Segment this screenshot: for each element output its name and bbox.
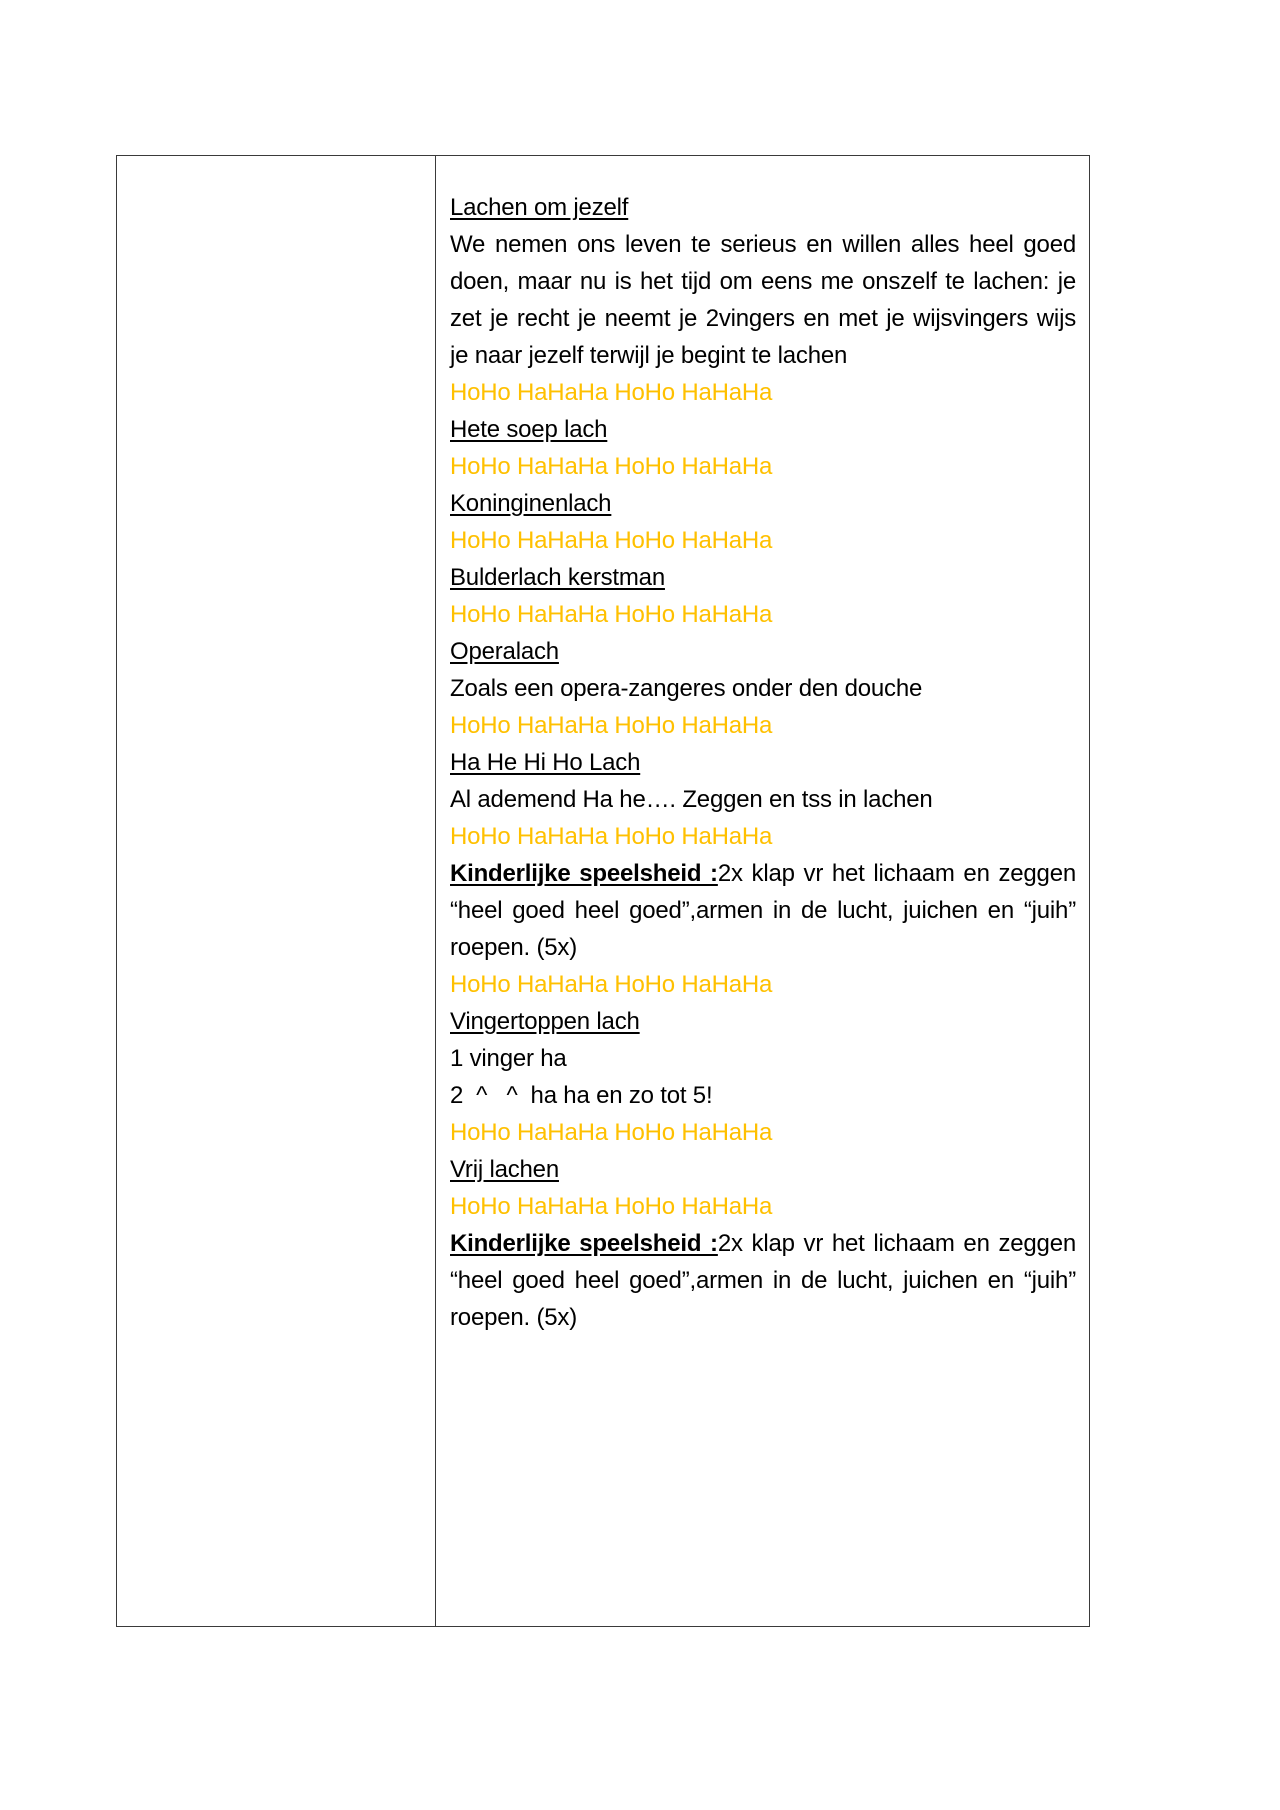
section-bold-heading: Kinderlijke speelsheid : <box>450 1230 718 1257</box>
table-cell-right <box>436 156 1089 1626</box>
section-bold-heading: Kinderlijke speelsheid : <box>450 860 718 887</box>
section-heading: Vingertoppen lach <box>450 1008 640 1035</box>
laugh-line: HoHo HaHaHa HoHo HaHaHa <box>450 527 773 554</box>
section-heading: Operalach <box>450 638 559 665</box>
section-heading: Koninginenlach <box>450 490 612 517</box>
section-heading: Hete soep lach <box>450 416 608 443</box>
laugh-line: HoHo HaHaHa HoHo HaHaHa <box>450 823 773 850</box>
section-heading: Lachen om jezelf <box>450 194 629 221</box>
laugh-line: HoHo HaHaHa HoHo HaHaHa <box>450 601 773 628</box>
laugh-line: HoHo HaHaHa HoHo HaHaHa <box>450 712 773 739</box>
section-heading: Vrij lachen <box>450 1156 559 1183</box>
content-table <box>116 155 1090 1627</box>
section-paragraph <box>450 1225 1076 1336</box>
table-cell-left <box>117 156 436 1626</box>
section-body: 2x klap vr het lichaam en zeggen “heel goed heel goed”,armen in de lucht, juichen en “juih” roepen. (5x) <box>450 860 1076 961</box>
laugh-line: HoHo HaHaHa HoHo HaHaHa <box>450 379 773 406</box>
laugh-line: HoHo HaHaHa HoHo HaHaHa <box>450 1119 773 1146</box>
laugh-line: HoHo HaHaHa HoHo HaHaHa <box>450 453 773 480</box>
section-body: 2x klap vr het lichaam en zeggen “heel goed heel goed”,armen in de lucht, juichen en “juih” roepen. (5x) <box>450 1230 1076 1331</box>
laugh-line: HoHo HaHaHa HoHo HaHaHa <box>450 1193 773 1220</box>
section-body: We nemen ons leven te serieus en willen alles heel goed doen, maar nu is het tijd om eens me onszelf te lachen: je zet je recht je neemt je 2vingers en met je wijsvingers wijs je naar jezelf terwijl je begint te lachen <box>450 231 1076 369</box>
section-body: Al ademend Ha he…. Zeggen en tss in lachen <box>450 786 933 813</box>
section-heading: Ha He Hi Ho Lach <box>450 749 641 776</box>
section-heading: Bulderlach kerstman <box>450 564 665 591</box>
section-paragraph <box>450 855 1076 966</box>
section-body-line: 2 ^ ^ ha ha en zo tot 5! <box>450 1082 713 1109</box>
section-body: Zoals een opera-zangeres onder den douche <box>450 675 923 702</box>
laugh-line: HoHo HaHaHa HoHo HaHaHa <box>450 971 773 998</box>
section-body-line: 1 vinger ha <box>450 1045 567 1072</box>
